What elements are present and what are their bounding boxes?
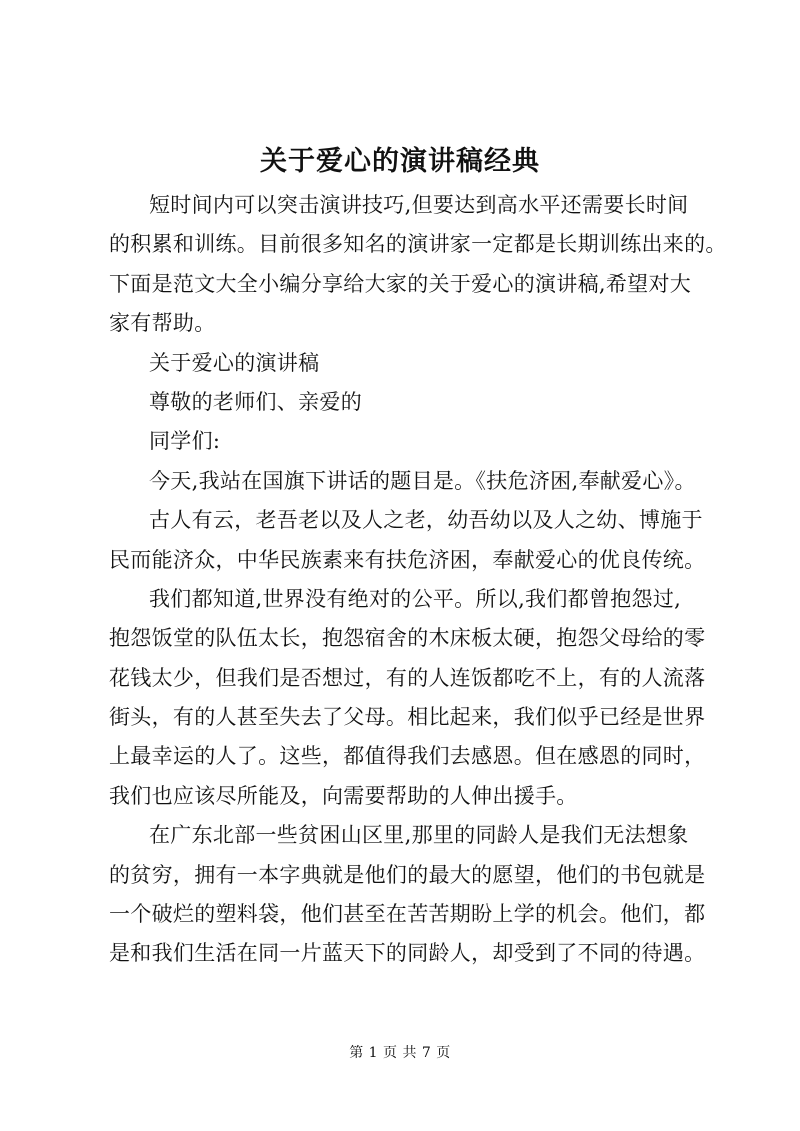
body-line: 是和我们生活在同一片蓝天下的同龄人，却受到了不同的待遇。 (109, 941, 706, 966)
salutation-line: 同学们: (149, 429, 221, 454)
body-line: 一个破烂的塑料袋，他们甚至在苦苦期盼上学的机会。他们，都 (109, 902, 706, 927)
body-line: 抱怨饭堂的队伍太长，抱怨宿舍的木床板太硬，抱怨父母给的零 (109, 626, 706, 651)
body-line: 我们都知道,世界没有绝对的公平。所以,我们都曾抱怨过, (149, 586, 682, 611)
body-line: 民而能济众，中华民族素来有扶危济困，奉献爱心的优良传统。 (109, 547, 706, 572)
body-line: 下面是范文大全小编分享给大家的关于爱心的演讲稿,希望对大 (109, 271, 692, 296)
document-title: 关于爱心的演讲稿经典 (260, 146, 540, 177)
body-line: 短时间内可以突击演讲技巧,但要达到高水平还需要长时间 (149, 193, 689, 217)
body-line: 的贫穷，拥有一本字典就是他们的最大的愿望，他们的书包就是 (109, 862, 706, 887)
page-number-footer: 第 1 页 共 7 页 (349, 1045, 451, 1061)
body-line: 上最幸运的人了。这些，都值得我们去感恩。但在感恩的同时， (109, 744, 706, 769)
speech-subtitle: 关于爱心的演讲稿 (149, 350, 320, 375)
body-line: 在广东北部一些贫困山区里,那里的同龄人是我们无法想象 (149, 823, 689, 848)
body-line: 家有帮助。 (109, 311, 216, 336)
body-line: 的积累和训练。目前很多知名的演讲家一定都是长期训练出来的。 (109, 232, 727, 257)
salutation-line: 尊敬的老师们、亲爱的 (149, 389, 362, 414)
body-line: 古人有云，老吾老以及人之老，幼吾幼以及人之幼、博施于 (149, 508, 703, 533)
document-body (109, 186, 727, 974)
body-line: 花钱太少，但我们是否想过，有的人连饭都吃不上，有的人流落 (109, 665, 706, 690)
body-line: 今天,我站在国旗下讲话的题目是。《扶危济困,奉献爱心》。 (149, 468, 696, 493)
body-line: 街头，有的人甚至失去了父母。相比起来，我们似乎已经是世界 (109, 705, 706, 730)
body-line: 我们也应该尽所能及，向需要帮助的人伸出援手。 (109, 783, 578, 808)
